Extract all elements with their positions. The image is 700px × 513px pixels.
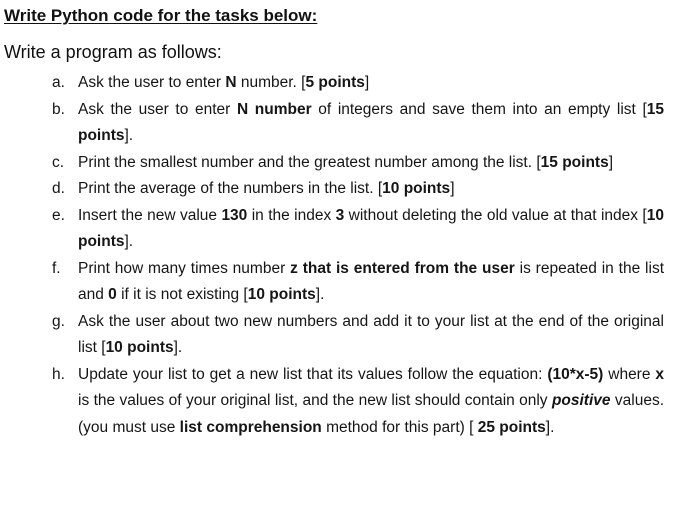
task-text-segment: if it is not existing [ [116, 286, 248, 303]
task-text-segment: method for this part) [ [321, 418, 478, 436]
task-text-segment: number. [ [236, 74, 306, 91]
task-emphasis: (10*x-5) [547, 365, 604, 383]
task-marker: h. [52, 365, 65, 383]
task-emphasis: 15 points [540, 153, 609, 171]
task-text-segment: is the values of your original list, and the new list should contain only [78, 392, 552, 409]
task-marker: f. [52, 259, 61, 277]
task-emphasis: 10 points [382, 180, 451, 197]
task-item-c [0, 150, 700, 177]
task-emphasis: 15 points [78, 100, 665, 144]
task-text-segment: without deleting the old value at that index [ [344, 206, 647, 224]
task-text-segment: is repeated in the list and [78, 259, 664, 303]
task-text-segment: ]. [124, 127, 134, 144]
task-marker: g. [52, 312, 65, 330]
task-text-segment: Insert the new value [78, 206, 222, 224]
task-text [78, 313, 664, 357]
task-text-segment: ] [364, 74, 370, 91]
task-emphasis: list comprehension [179, 418, 322, 436]
task-text-segment: Ask the user to enter [78, 74, 226, 91]
task-marker: b. [52, 100, 65, 118]
task-marker: c. [52, 153, 65, 171]
task-text-segment: ]. [315, 286, 325, 303]
task-text-segment: Print the average of the numbers in the list. [ [78, 180, 383, 197]
task-item-f [0, 256, 700, 309]
task-text-segment: ] [450, 180, 455, 197]
intro-text: Write a program as follows: [4, 42, 222, 62]
task-text-segment: ]. [545, 418, 555, 436]
task-text-segment: values. (you must use [78, 392, 664, 436]
task-item-e [0, 203, 700, 256]
task-text [78, 366, 664, 436]
task-item-h [0, 362, 700, 442]
task-marker: a. [52, 74, 65, 91]
task-text-segment: Print the smallest number and the greatest number among the list. [ [78, 153, 541, 171]
task-emphasis: 5 points [305, 74, 365, 91]
task-emphasis: 130 [221, 206, 248, 224]
task-text-segment: Print how many times number [78, 259, 291, 277]
task-text-segment: Update your list to get a new list that its values follow the equation: [78, 365, 548, 383]
task-text-segment: where [603, 365, 656, 383]
task-marker: d. [52, 180, 65, 197]
task-emphasis: N number [236, 100, 312, 118]
task-item-b [0, 97, 700, 150]
task-text-segment: ]. [173, 339, 183, 356]
task-text-segment: ] [608, 153, 614, 171]
task-emphasis: 3 [335, 206, 345, 224]
task-emphasis: 10 points [105, 339, 174, 356]
task-text-segment: Ask the user about two new numbers and add it to your list at the end of the original list [ [78, 312, 664, 356]
task-emphasis: 10 points [78, 206, 664, 250]
task-text [78, 207, 664, 251]
task-text-segment: in the index [247, 206, 336, 224]
task-text [78, 260, 664, 304]
task-item-d [0, 176, 700, 203]
task-text-segment: of integers and save them into an empty list [ [311, 100, 647, 118]
task-list [0, 70, 700, 441]
task-marker: e. [52, 206, 65, 224]
task-text [78, 154, 613, 171]
task-text [78, 101, 664, 145]
task-emphasis: 25 points [477, 418, 546, 436]
task-emphasis: 10 points [247, 286, 316, 303]
task-emphasis: 0 [108, 286, 117, 303]
task-emphasis: z that is entered from the user [290, 259, 515, 277]
task-emphasis: N [225, 74, 237, 91]
task-emphasis: x [655, 365, 664, 383]
task-item-g [0, 309, 700, 362]
task-text-segment: Ask the user to enter [78, 100, 237, 118]
task-text [78, 180, 455, 197]
task-item-a [0, 70, 700, 97]
task-text-segment: ]. [124, 233, 134, 250]
document-heading: Write Python code for the tasks below: [4, 6, 318, 25]
task-emphasis: positive [551, 392, 611, 409]
task-text [78, 74, 369, 91]
